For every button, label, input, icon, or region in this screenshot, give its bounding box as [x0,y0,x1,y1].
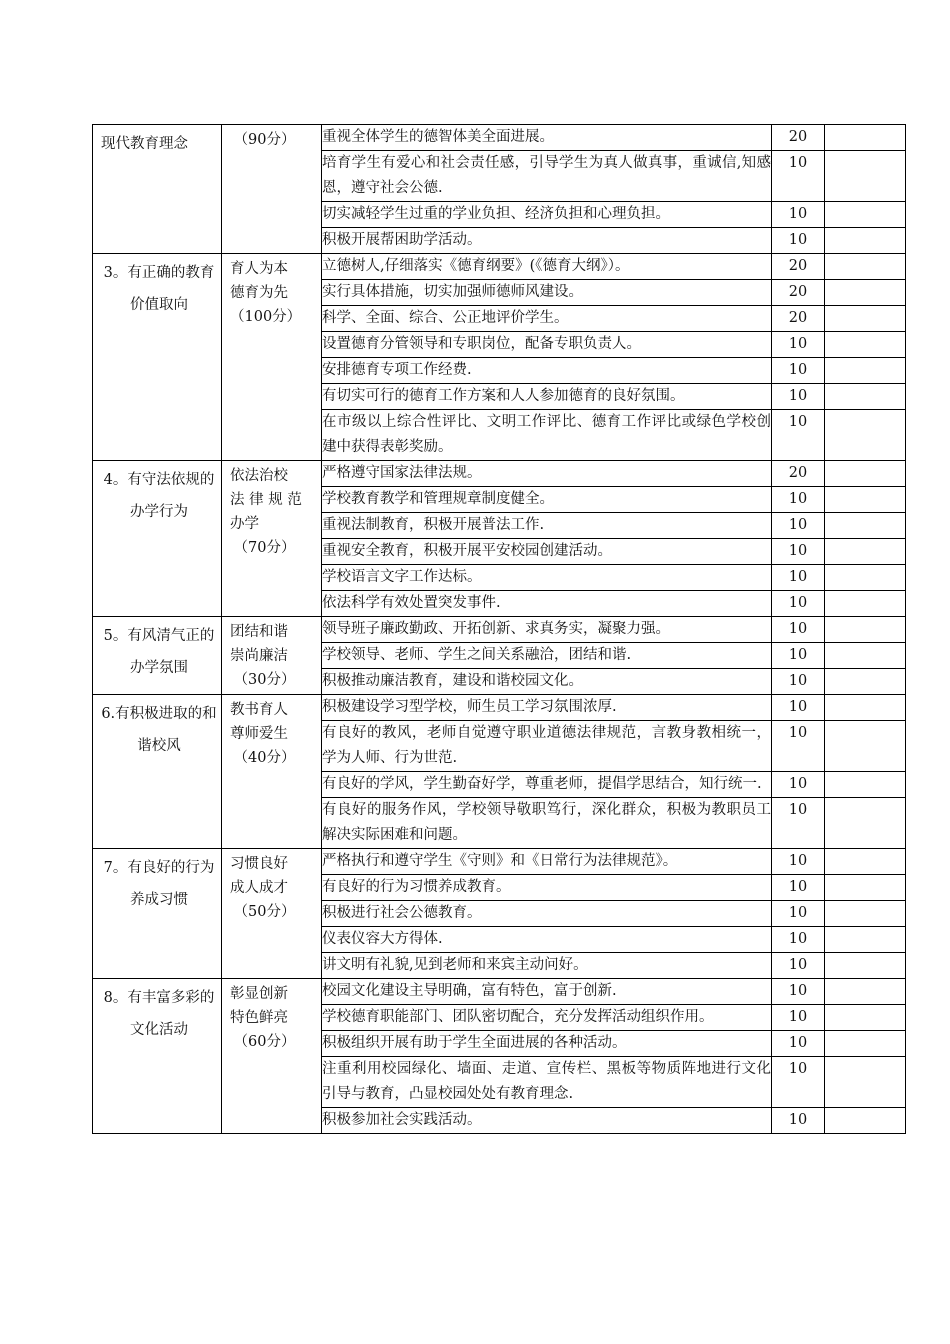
subcriterion-block [222,695,321,770]
item-score: 20 [772,461,825,487]
criterion-label: 3。有正确的教育价值取向 [103,265,215,313]
item-evaluation-blank [825,306,906,332]
item-evaluation-blank [825,513,906,539]
subcriterion-line: 特色鲜亮 [230,1010,288,1026]
item-evaluation-blank [825,721,906,772]
subcriterion-points: （40分） [233,750,296,766]
table-row [93,461,906,487]
item-evaluation-blank [825,384,906,410]
subcriterion-cell [222,695,322,849]
item-evaluation-blank [825,125,906,151]
item-description: 在市级以上综合性评比、文明工作评比、德育工作评比或绿色学校创建中获得表彰奖励。 [322,410,772,461]
subcriterion-block [222,125,321,152]
item-description: 学校教育教学和管理规章制度健全。 [322,487,772,513]
subcriterion-points: （30分） [233,672,296,688]
item-description: 积极开展帮困助学活动。 [322,228,772,254]
item-evaluation-blank [825,151,906,202]
item-score: 10 [772,927,825,953]
criterion-label: 5。有风清气正的办学氛围 [103,628,215,676]
item-description: 积极进行社会公德教育。 [322,901,772,927]
item-evaluation-blank [825,643,906,669]
item-evaluation-blank [825,669,906,695]
subcriterion-cell [222,979,322,1134]
item-score: 10 [772,1057,825,1108]
item-evaluation-blank [825,254,906,280]
subcriterion-block [222,979,321,1054]
subcriterion-cell [222,617,322,695]
item-score: 10 [772,591,825,617]
subcriterion-line: 成人成才 [230,880,288,896]
item-evaluation-blank [825,927,906,953]
subcriterion-line: 教书育人 [230,702,288,718]
criterion-label: 4。有守法依规的办学行为 [103,472,215,520]
subcriterion-line: 团结和谐 [230,624,288,640]
item-description: 实行具体措施，切实加强师德师风建设。 [322,280,772,306]
criterion-cell [93,849,222,979]
item-description: 有良好的教风，老师自觉遵守职业道德法律规范，言教身教相统一，学为人师、行为世范. [322,721,772,772]
evaluation-table-body [93,125,906,1134]
criterion-label: 6.有积极进取的和谐校风 [101,706,217,754]
item-score: 10 [772,332,825,358]
item-description: 积极推动廉洁教育，建设和谐校园文化。 [322,669,772,695]
item-evaluation-blank [825,953,906,979]
item-score: 10 [772,410,825,461]
item-evaluation-blank [825,487,906,513]
subcriterion-line: 办学 [230,516,259,532]
subcriterion-block [222,849,321,924]
item-evaluation-blank [825,280,906,306]
criterion-cell [93,461,222,617]
item-description: 设置德育分管领导和专职岗位，配备专职负责人。 [322,332,772,358]
evaluation-table [92,124,906,1134]
item-score: 10 [772,979,825,1005]
item-evaluation-blank [825,695,906,721]
item-description: 重视安全教育，积极开展平安校园创建活动。 [322,539,772,565]
table-row [93,849,906,875]
item-description: 仪表仪容大方得体. [322,927,772,953]
item-description: 有良好的服务作风，学校领导敬职笃行，深化群众，积极为教职员工解决实际困难和问题。 [322,798,772,849]
item-evaluation-blank [825,202,906,228]
item-evaluation-blank [825,539,906,565]
item-evaluation-blank [825,358,906,384]
criterion-label: 现代教育理念 [101,136,188,152]
item-description: 学校德育职能部门、团队密切配合，充分发挥活动组织作用。 [322,1005,772,1031]
item-description: 培育学生有爱心和社会责任感，引导学生为真人做真事，重诚信,知感恩，遵守社会公德. [322,151,772,202]
item-evaluation-blank [825,461,906,487]
item-evaluation-blank [825,617,906,643]
subcriterion-points: （50分） [233,904,296,920]
item-evaluation-blank [825,1057,906,1108]
item-evaluation-blank [825,849,906,875]
item-score: 10 [772,1005,825,1031]
subcriterion-points: （70分） [233,540,296,556]
item-evaluation-blank [825,772,906,798]
item-description: 有良好的行为习惯养成教育。 [322,875,772,901]
item-score: 10 [772,384,825,410]
table-row [93,617,906,643]
item-score: 10 [772,1108,825,1134]
item-score: 10 [772,849,825,875]
item-evaluation-blank [825,901,906,927]
criterion-cell [93,254,222,461]
subcriterion-line: 育人为本 [230,261,288,277]
item-score: 20 [772,125,825,151]
item-evaluation-blank [825,228,906,254]
item-description: 有切实可行的德育工作方案和人人参加德育的良好氛围。 [322,384,772,410]
item-score: 10 [772,772,825,798]
item-evaluation-blank [825,1031,906,1057]
item-score: 10 [772,151,825,202]
subcriterion-cell [222,125,322,254]
table-row [93,254,906,280]
item-score: 10 [772,953,825,979]
item-description: 立德树人,仔细落实《德育纲要》(《德育大纲》）。 [322,254,772,280]
item-description: 重视全体学生的德智体美全面进展。 [322,125,772,151]
item-description: 严格执行和遵守学生《守则》和《日常行为法律规范》。 [322,849,772,875]
subcriterion-cell [222,849,322,979]
item-score: 20 [772,280,825,306]
subcriterion-line: 彰显创新 [230,986,288,1002]
subcriterion-line: 尊师爱生 [230,726,288,742]
item-description: 学校语言文字工作达标。 [322,565,772,591]
item-description: 重视法制教育，积极开展普法工作. [322,513,772,539]
subcriterion-cell [222,254,322,461]
item-description: 学校领导、老师、学生之间关系融洽，团结和谐. [322,643,772,669]
criterion-cell [93,617,222,695]
subcriterion-line: 依法治校 [230,468,288,484]
criterion-label: 8。有丰富多彩的文化活动 [103,990,215,1038]
criterion-cell [93,979,222,1134]
criterion-cell [93,695,222,849]
item-description: 校园文化建设主导明确，富有特色，富于创新. [322,979,772,1005]
item-description: 有良好的学风，学生勤奋好学，尊重老师，提倡学思结合，知行统一. [322,772,772,798]
criterion-label: 7。有良好的行为养成习惯 [103,860,215,908]
item-score: 10 [772,513,825,539]
item-evaluation-blank [825,565,906,591]
item-score: 10 [772,487,825,513]
item-score: 10 [772,539,825,565]
subcriterion-line: 崇尚廉洁 [230,648,288,664]
item-description: 积极组织开展有助于学生全面进展的各种活动。 [322,1031,772,1057]
item-description: 领导班子廉政勤政、开拓创新、求真务实，凝聚力强。 [322,617,772,643]
subcriterion-points: （90分） [233,132,296,148]
item-description: 积极参加社会实践活动。 [322,1108,772,1134]
subcriterion-line: 法 律 规 范 [230,492,302,508]
item-score: 10 [772,875,825,901]
item-score: 10 [772,565,825,591]
subcriterion-line: 德育为先 [230,285,288,301]
item-evaluation-blank [825,798,906,849]
item-description: 注重利用校园绿化、墙面、走道、宣传栏、黑板等物质阵地进行文化引导与教育，凸显校园处处有教育理念. [322,1057,772,1108]
item-description: 积极建设学习型学校，师生员工学习氛围浓厚. [322,695,772,721]
subcriterion-block [222,461,321,560]
item-evaluation-blank [825,979,906,1005]
item-evaluation-blank [825,332,906,358]
item-score: 10 [772,798,825,849]
item-description: 切实减轻学生过重的学业负担、经济负担和心理负担。 [322,202,772,228]
item-score: 10 [772,358,825,384]
item-score: 10 [772,669,825,695]
item-description: 讲文明有礼貌,见到老师和来宾主动问好。 [322,953,772,979]
item-evaluation-blank [825,1005,906,1031]
subcriterion-block [222,617,321,692]
item-description: 严格遵守国家法律法规。 [322,461,772,487]
item-score: 10 [772,1031,825,1057]
item-score: 10 [772,721,825,772]
item-evaluation-blank [825,1108,906,1134]
item-evaluation-blank [825,875,906,901]
item-description: 科学、全面、综合、公正地评价学生。 [322,306,772,332]
table-row [93,695,906,721]
item-description: 安排德育专项工作经费. [322,358,772,384]
subcriterion-block [222,254,321,329]
item-score: 10 [772,617,825,643]
item-evaluation-blank [825,410,906,461]
table-row [93,979,906,1005]
table-row [93,125,906,151]
item-score: 10 [772,643,825,669]
item-score: 20 [772,254,825,280]
item-evaluation-blank [825,591,906,617]
item-score: 10 [772,901,825,927]
subcriterion-points: （100分） [230,309,302,325]
item-description: 依法科学有效处置突发事件. [322,591,772,617]
item-score: 20 [772,306,825,332]
item-score: 10 [772,695,825,721]
item-score: 10 [772,202,825,228]
subcriterion-cell [222,461,322,617]
item-score: 10 [772,228,825,254]
criterion-cell [93,125,222,254]
subcriterion-points: （60分） [233,1034,296,1050]
subcriterion-line: 习惯良好 [230,856,288,872]
